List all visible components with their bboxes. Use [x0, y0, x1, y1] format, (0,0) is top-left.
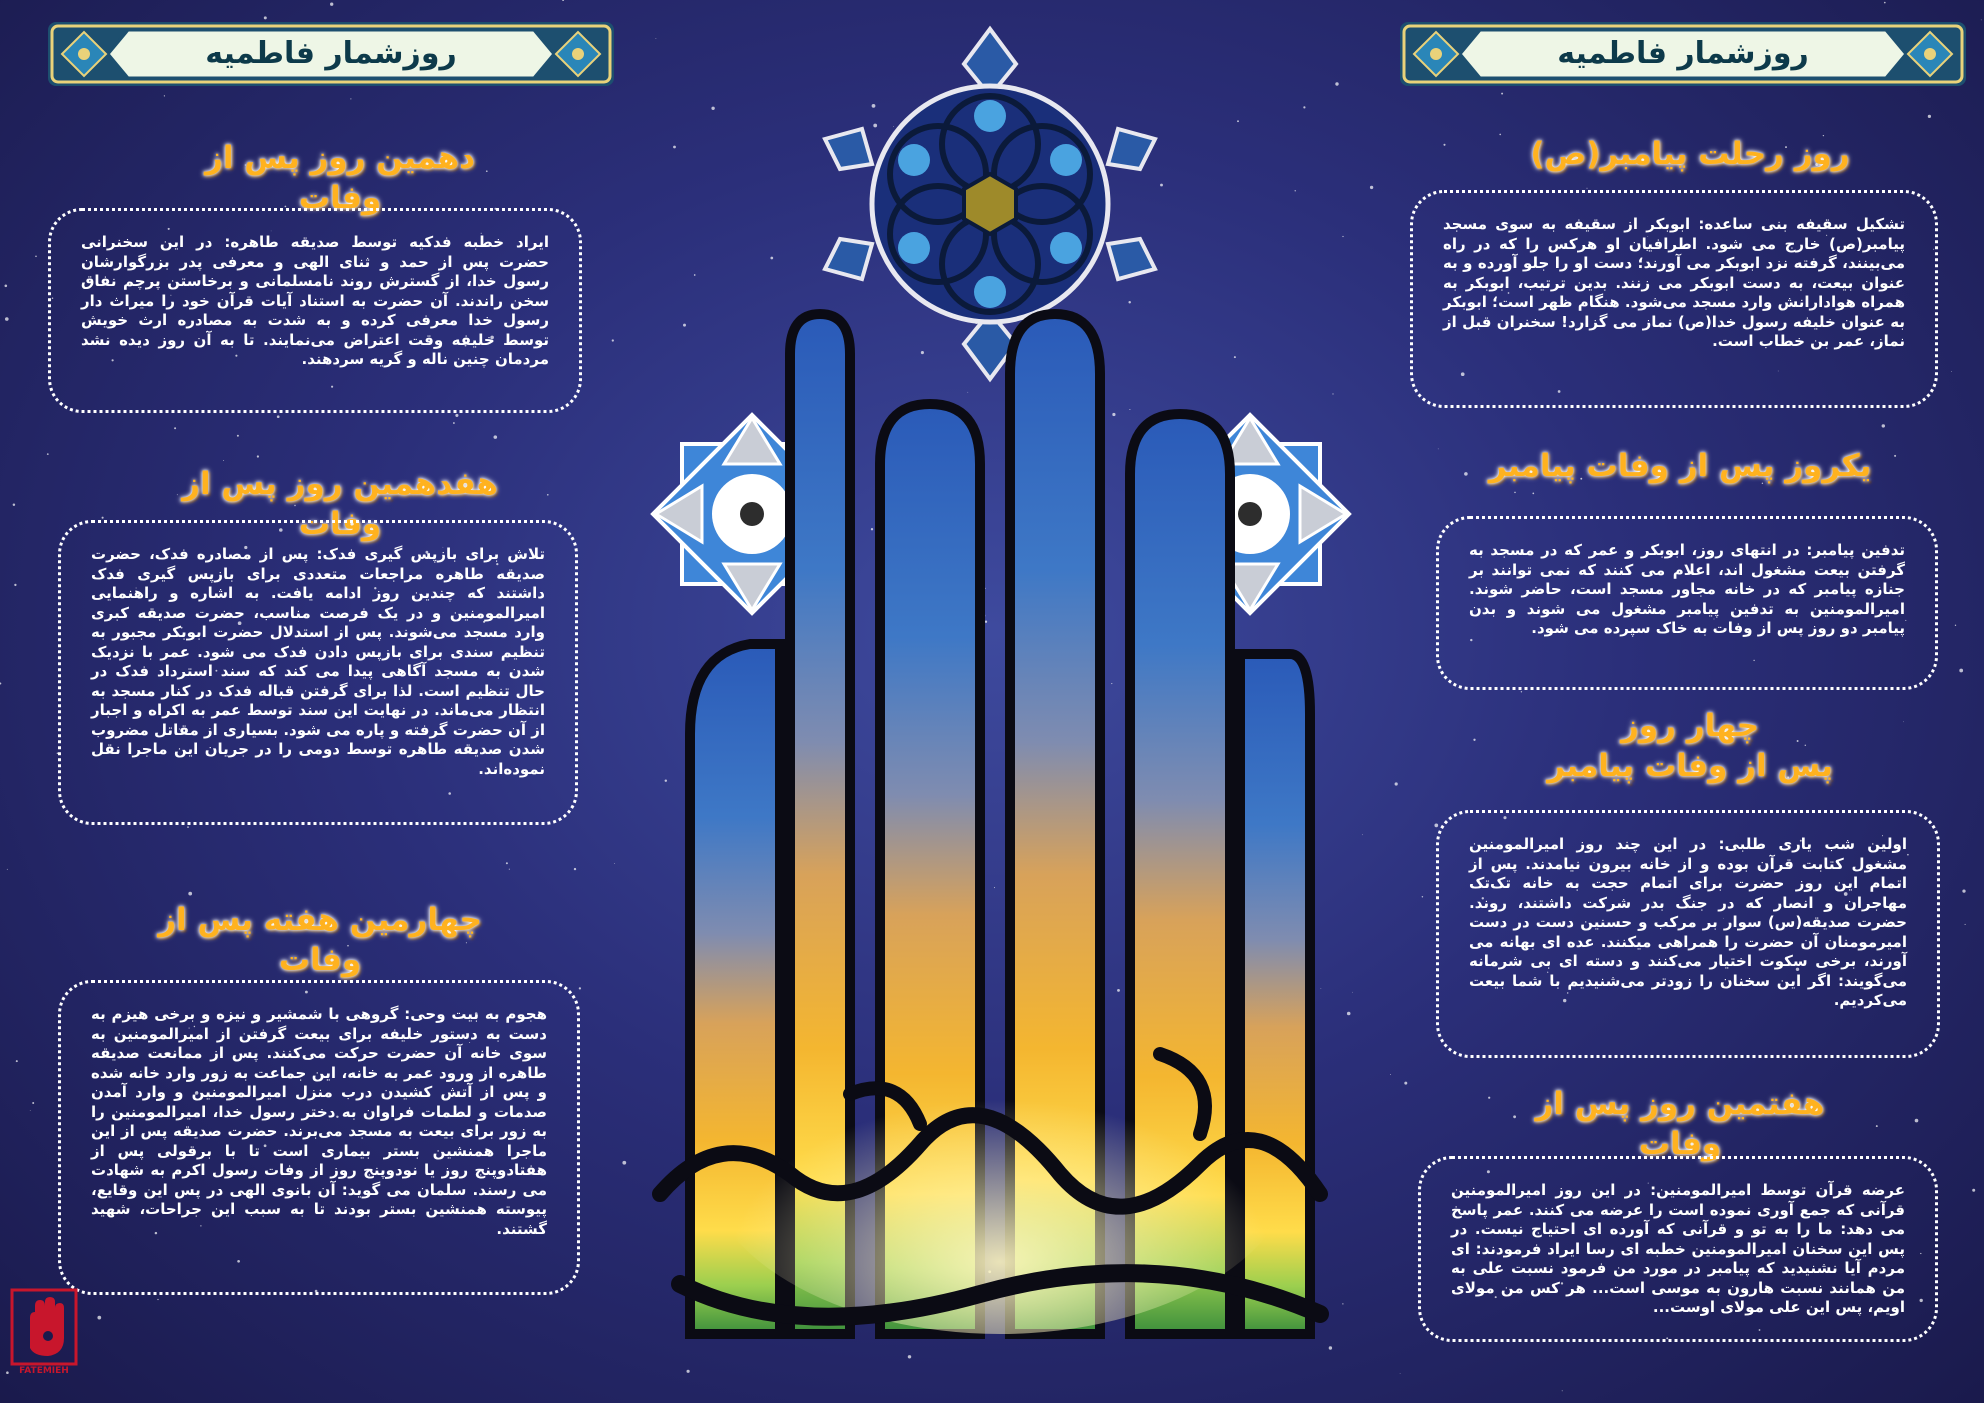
section-text-box: تدفین پیامبر: در انتهای روز، ابوبکر و عمر که در مسجد به گرفتن بیعت مشغول اند، اعلام می کنند که نمی توانند بر جنازه پیامبر که در خانه مجاور مسجد است، حاضر شوند. امیرالمومنین به تدفین پیامبر مشغول می شوند و بدن پیامبر دو روز پس از وفات به خاک سپرده می شود.	[1436, 516, 1938, 690]
star-dot	[5, 317, 9, 321]
star-dot	[1473, 739, 1475, 741]
star-dot	[506, 862, 508, 864]
star-dot	[5, 285, 8, 288]
star-dot	[455, 414, 458, 417]
star-dot	[277, 415, 280, 418]
star-dot	[1894, 455, 1896, 457]
star-dot	[16, 1060, 18, 1062]
star-dot	[264, 16, 267, 19]
section-title: روز رحلت پیامبر(ص)	[1530, 136, 1850, 172]
medallion-ornament-icon	[825, 29, 1155, 379]
star-dot	[157, 1299, 158, 1300]
star-dot	[1955, 625, 1956, 626]
section-title	[1540, 706, 1840, 786]
star-dot	[6, 1371, 9, 1374]
star-dot	[1959, 669, 1963, 673]
banner-title: روزشمار فاطمیه	[1557, 36, 1809, 71]
star-dot	[237, 435, 239, 437]
star-dot	[579, 987, 581, 989]
star-dot	[47, 453, 49, 455]
banner-left	[48, 22, 614, 86]
star-dot	[1903, 721, 1904, 722]
star-dot	[30, 1110, 31, 1111]
star-dot	[1962, 889, 1965, 892]
star-dot	[1395, 782, 1398, 785]
star-dot	[102, 517, 104, 519]
star-dot	[1501, 93, 1503, 95]
banner-right	[1400, 22, 1966, 86]
star-dot	[509, 869, 510, 870]
star-dot	[562, 0, 564, 1]
star-dot	[1514, 492, 1516, 494]
star-dot	[1965, 924, 1966, 925]
star-dot	[174, 427, 176, 429]
brand-logo	[10, 1288, 78, 1384]
star-dot	[1422, 896, 1423, 897]
star-dot	[494, 435, 498, 439]
star-dot	[1521, 691, 1522, 692]
section-text-box: تشکیل سقیفه بنی ساعده: ابوبکر از سقیفه به سوی مسجد پیامبر(ص) خارج می شود. اطرافیان او هرکس را که در راه می‌بینند، گرفته نزد ابوبکر می آورند؛ دست او را جلو آورده و به عنوان بیعت، به دست ابوبکر می زنند. بدین ترتیب، ابوبکر به همراه هوادارانش وارد مسجد می‌شود. هنگام ظهر است؛ ابوبکر به عنوان خلیفه رسول خدا(ص) نماز می گزارد! سخنران قبل از نماز، عمر بن خطاب است.	[1410, 190, 1938, 408]
star-dot	[1882, 424, 1885, 427]
star-dot	[35, 256, 37, 258]
section-title: دهمین روز پس از وفات	[204, 140, 475, 216]
star-dot	[7, 869, 8, 870]
star-dot	[1915, 1119, 1919, 1123]
star-dot	[14, 584, 16, 586]
star-dot	[1884, 2, 1886, 4]
banner-title: روزشمار فاطمیه	[205, 36, 457, 71]
hand-logo-icon	[10, 1288, 78, 1366]
star-dot	[1390, 1074, 1391, 1075]
star-dot	[1464, 472, 1468, 476]
star-dot	[164, 95, 165, 96]
section-text-box: عرضه قرآن توسط امیرالمومنین: در این روز امیرالمومنین قرآنی که جمع آوری نموده است را عرضه می کنند. عمر پاسخ می دهد: ما را به تو و قرآنی که آورده ای احتیاج نیست. در پس این سخنان امیرالمومنین خطبه ای رسا ایراد فرمودند: ای مردم آیا نشنیدید که پیامبر در مورد من فرمود نسبت علی به من همانند نسبت هارون به موسی است... هر کس من مولای اویم، پس این علی مولای اوست...	[1418, 1156, 1938, 1342]
section-text-box: تلاش برای بازپس گیری فدک: پس از مصادره فدک، حضرت صدیقه طاهره مراجعات متعددی برای بازپس گیری فدک داشتند که چندین روز ادامه یافت. به اشاره و راهنمایی امیرالمومنین و در یک فرصت مناسب، حضرت صدیقه کبری وارد مسجد می‌شوند. پس از استدلال حضرت ابوبکر مجبور به تنظیم سندی برای بازپس دادن فدک می شود. عمر با نزدیک شدن به مسجد آگاهی پیدا می کند که سند استرداد فدک در حال تنظیم است. لذا برای گرفتن قباله فدک در کنار مسجد به انتظار می‌ماند. در نهایت این سند توسط عمر به اکراه و اجبار از آن حضرت گرفته و پاره می شود. بسیاری از مقاتل مضروب شدن صدیقه طاهره توسط دومی را در جریان این ماجرا نقل نموده‌اند.	[58, 520, 578, 825]
star-dot	[1443, 144, 1445, 146]
star-dot	[547, 494, 549, 496]
star-dot	[330, 3, 333, 6]
star-dot	[1951, 371, 1952, 372]
star-dot	[257, 455, 259, 457]
star-dot	[1434, 824, 1438, 828]
section-title-line: چهار روز	[1620, 708, 1760, 744]
star-dot	[1876, 1125, 1878, 1127]
star-dot	[1488, 1097, 1490, 1099]
star-dot	[1438, 449, 1439, 450]
star-dot	[13, 504, 15, 506]
star-dot	[1972, 1189, 1975, 1192]
section-title: هفتمین روز پس از وفات	[1535, 1086, 1825, 1162]
star-dot	[1928, 115, 1931, 118]
star-dot	[223, 460, 224, 461]
star-dot	[188, 892, 192, 896]
star-dot	[1562, 1390, 1563, 1391]
star-dot	[0, 682, 1, 684]
star-dot	[453, 422, 455, 424]
star-dot	[1404, 1082, 1407, 1085]
section-text-box: اولین شب یاری طلبی: در این چند روز امیرالمومنین مشغول کتابت قرآن بوده و از خانه بیرون نیامدند. پس از اتمام این روز حضرت برای اتمام حجت به خانه تک‌تک مهاجران و انصار که در جنگ بدر شرکت داشتند، روند. حضرت صدیقه(س) سوار بر مرکب و حسنین دست در دست امیرمومنان آن حضرت را همراهی میکنند. عده ای بهانه می آورند، برخی سکوت اختیار می‌کنند و دسته ای بی شرمانه می‌گویند: اگر این سخنان را زودتر می‌شنیدیم با شما بیعت می‌کردیم.	[1436, 810, 1940, 1058]
section-text-box: هجوم به بیت وحی: گروهی با شمشیر و نیزه و برخی هیزم به دست به دستور خلیفه برای بیعت گرفتن از امیرالمومنین به سوی خانه آن حضرت حرکت می‌کنند. پس از ممانعت صدیقه طاهره از ورود عمر به خانه، این جماعت به زور وارد خانه شده و پس از آتش کشیدن درب منزل امیرالمومنین و وارد آمدن صدمات و لطمات فراوان به دختر رسول خدا، امیرالمومنین را به زور برای بیعت به مسجد می‌برند. حضرت صدیقه پس از این ماجرا همنشین بستر بیماری است تا با برقولی پس از هفتادوپنج روز یا نودوپنج روز از وفات رسول اکرم به شهادت می رسند. سلمان می گوید: آن بانوی الهی در پس این وقایع، پیوسته همنشین بستر بودند تا به سبب این جراحات، شهید گشتند.	[58, 980, 580, 1295]
section-text-box: ایراد خطبه فدکیه توسط صدیقه طاهره: در این سخنرانی حضرت پس از حمد و ثنای الهی و معرفی پدر بزرگوارشان رسول خدا، از گسترش روند نامسلمانی و برخاستن پرچم نفاق سخن راندند. آن حضرت به استناد آیات قرآن خود را میراث دار رسول خدا معرفی کرده و به شدت به مصادره ارث خویش توسط خلیفه وقت اعتراض می‌نمایند. تا به آن روز دیده نشد مردمان چنین ناله و گریه سردهند.	[48, 208, 582, 413]
central-artwork	[600, 14, 1380, 1394]
star-dot	[187, 826, 189, 828]
star-dot	[1587, 188, 1588, 189]
star-dot	[97, 1316, 101, 1320]
star-dot	[350, 98, 351, 99]
star-dot	[1532, 493, 1534, 495]
star-dot	[1981, 20, 1982, 21]
logo-text: FATEMIEH	[19, 1366, 69, 1376]
section-title: هفدهمین روز پس از وفات	[182, 466, 498, 542]
section-title-line: پس از وفات پیامبر	[1547, 748, 1833, 784]
star-dot	[32, 1102, 34, 1104]
section-title: چهارمین هفته پس از وفات	[158, 902, 482, 978]
star-dot	[1400, 1373, 1401, 1374]
star-dot	[574, 868, 576, 870]
section-title: یکروز پس از وفات پیامبر	[1488, 448, 1872, 484]
